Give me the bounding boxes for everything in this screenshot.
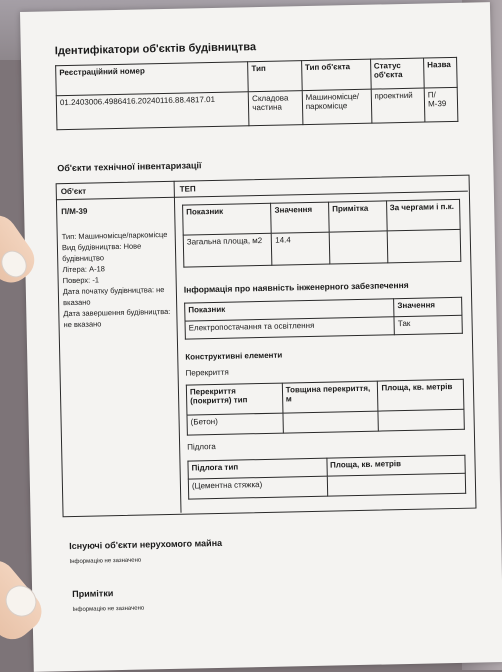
tep-cell-queue <box>387 229 461 263</box>
tep-header-indicator: Показник <box>183 203 272 235</box>
floor-header-type: Підлога тип <box>188 458 327 479</box>
engineering-table <box>184 297 463 340</box>
header-name: Назва <box>424 57 458 88</box>
eng-header-value: Значення <box>394 297 462 316</box>
existing-title: Існуючі об'єкти нерухомого майна <box>69 537 223 552</box>
remarks-title: Примітки <box>72 588 114 600</box>
object-line-letter: Літера: А-18 <box>62 264 105 275</box>
header-status: Статус об'єкта <box>370 58 424 89</box>
object-line-type: Тип: Машиномісце/паркомісце <box>61 229 168 242</box>
ceiling-header-thickness: Товщина перекриття, м <box>282 381 378 413</box>
object-line-construction: Вид будівництва: Нове будівництво <box>61 241 142 264</box>
object-id: П/М-39 <box>61 206 88 217</box>
tep-header-note: Примітка <box>329 201 387 232</box>
floor-cell-area <box>327 473 466 496</box>
document-page <box>20 2 502 672</box>
remarks-note: Інформацію не зазначено <box>72 605 145 614</box>
header-object-type: Тип об'єкта <box>301 59 370 90</box>
identifiers-title: Ідентифікатори об'єктів будівництва <box>54 41 257 58</box>
ceiling-label: Перекриття <box>185 367 229 378</box>
cell-reg-number: 01.2403006.4986416.20240116.88.4817.01 <box>56 92 249 130</box>
cell-status: проектний <box>371 88 425 123</box>
object-line-floor: Поверх: -1 <box>62 275 100 286</box>
tep-cell-note <box>329 231 387 264</box>
floor-table <box>187 455 466 500</box>
construction-title: Конструктивні елементи <box>185 350 283 362</box>
eng-cell-value: Так <box>394 315 462 334</box>
cell-name: П/ М-39 <box>424 87 458 122</box>
eng-header-indicator: Показник <box>185 299 395 321</box>
tep-cell-value: 14.4 <box>272 232 330 265</box>
object-line-start-date: Дата початку будівництва: не вказано <box>62 285 165 308</box>
ceiling-cell-area <box>378 409 464 431</box>
identifiers-table <box>55 57 458 130</box>
engineering-title: Інформація про наявність інженерного забезпечення <box>183 279 409 295</box>
header-reg-number: Реєстраційний номер <box>56 62 249 96</box>
floor-header-area: Площа, кв. метрів <box>326 455 465 476</box>
tep-header-value: Значення <box>271 202 329 233</box>
cell-object-type: Машиномісце/ паркомісце <box>302 89 372 124</box>
ceiling-cell-type: (Бетон) <box>187 413 283 435</box>
existing-note: Інформацію не зазначено <box>69 557 142 566</box>
floor-cell-type: (Цементна стяжка) <box>188 476 327 499</box>
ceiling-table <box>186 379 465 436</box>
ceiling-header-type: Перекриття (покриття) тип <box>186 383 282 415</box>
eng-cell-indicator: Електропостачання та освітлення <box>185 317 395 339</box>
tep-cell-indicator: Загальна площа, м2 <box>183 233 272 267</box>
ceiling-cell-thickness <box>283 411 379 433</box>
object-details <box>62 229 174 330</box>
floor-label: Підлога <box>187 441 216 452</box>
col-tep-header: ТЕП <box>179 184 196 194</box>
tep-table <box>182 199 461 268</box>
object-line-end-date: Дата завершення будівництва: не вказано <box>63 306 171 330</box>
col-object-header: Об'єкт <box>60 186 87 197</box>
tep-header-queue: За чергами і п.к. <box>386 199 460 231</box>
cell-type: Складова частина <box>248 91 302 126</box>
inventory-title: Об'єкти технічної інвентаризації <box>57 160 202 174</box>
ceiling-header-area: Площа, кв. метрів <box>378 379 464 411</box>
header-type: Тип <box>248 61 302 92</box>
